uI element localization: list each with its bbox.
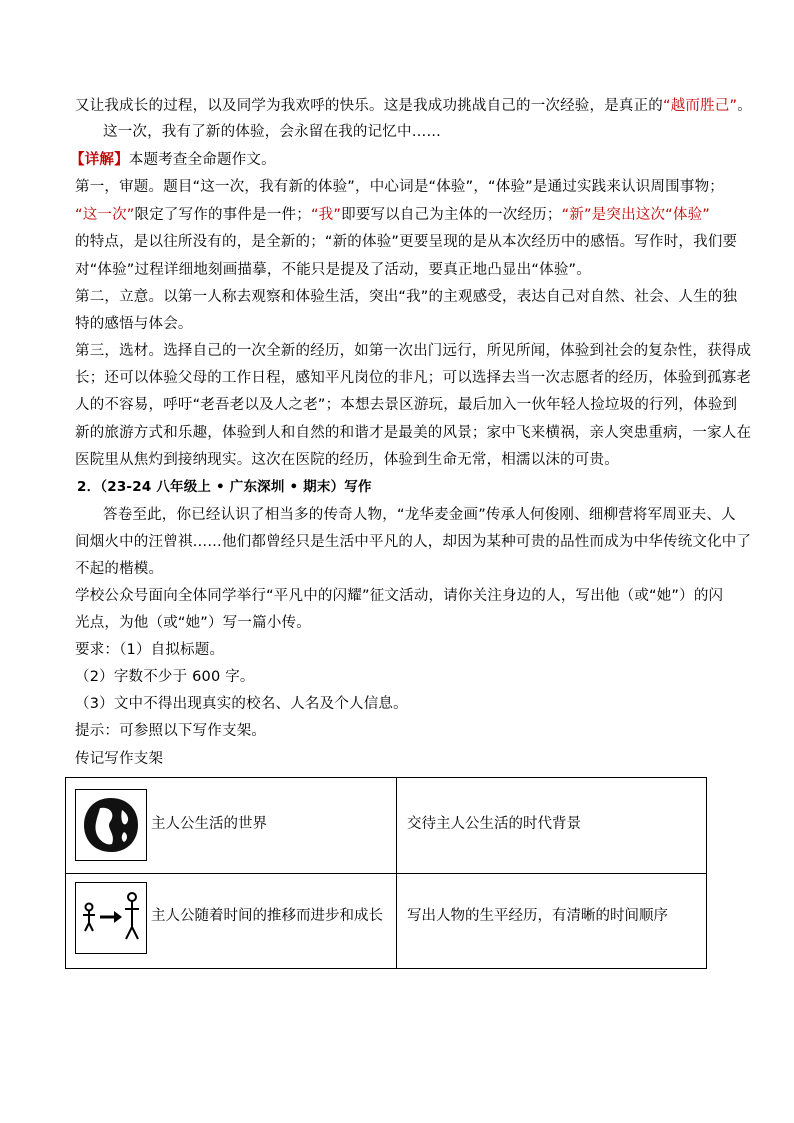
text-line: 第二，立意。以第一人称去观察和体验生活，突出“我”的主观感受，表达自己对自然、社会、人生的独 — [75, 289, 738, 305]
table-cell-text: 写出人物的生平经历，有清晰的时间顺序 — [407, 908, 668, 924]
text-line: 又让我成长的过程，以及同学为我欢呼的快乐。这是我成功挑战自己的一次经验，是真正的“越而胜己”。 — [75, 98, 752, 114]
text-line: 答卷至此，你已经认识了相当多的传奇人物，“龙华麦金画”传承人何俊刚、细柳营将军周亚夫、人 — [103, 507, 736, 523]
text-line: 人的不容易，呼吁“老吾老以及人之老”；本想去景区游玩，最后加入一伙年轻人捡垃圾的行列，体验到 — [75, 397, 738, 413]
text-line: 长；还可以体验父母的工作日程，感知平凡岗位的非凡；可以选择去当一次志愿者的经历，体验到孤寡老 — [75, 370, 752, 386]
text-line: （2）字数不少于 600 字。 — [75, 669, 255, 685]
detail-bracket: 【详解】 — [70, 152, 129, 168]
text-line: 医院里从焦灼到接纳现实。这次在医院的经历，体验到生命无常，相濡以沫的可贵。 — [75, 452, 619, 468]
text-line: 这一次，我有了新的体验，会永留在我的记忆中…… — [103, 124, 442, 140]
table-cell-text: 交待主人公生活的时代背景 — [407, 816, 581, 832]
text-line: 提示：可参照以下写作支架。 — [75, 723, 267, 739]
writing-framework-table — [65, 777, 707, 969]
text-line: 不起的楷模。 — [75, 561, 164, 577]
question-heading: 2．（23-24 八年级上 • 广东深圳 • 期末）写作 — [77, 479, 372, 495]
table-row — [66, 778, 706, 874]
text-line: 学校公众号面向全体同学举行“平凡中的闪耀”征文活动，请你关注身边的人，写出他（或“她”）的闪 — [75, 588, 724, 604]
table-row — [66, 874, 706, 969]
table-cell-text: 主人公生活的世界 — [151, 816, 267, 832]
text-line: 特的感悟与体会。 — [75, 316, 193, 332]
text-line: 第一，审题。题目“这一次，我有新的体验”，中心词是“体验”，“体验”是通过实践来认识周围事物； — [75, 179, 724, 195]
text-line: （3）文中不得出现真实的校名、人名及个人信息。 — [75, 696, 408, 712]
text-line: 的特点，是以往所没有的，是全新的；“新的体验”更要呈现的是从本次经历中的感悟。写作时，我们要 — [75, 234, 738, 250]
table-cell — [66, 778, 397, 873]
growth-arrow-icon — [75, 882, 147, 954]
text-line: 【详解】本题考查全命题作文。 — [70, 152, 276, 168]
table-cell — [397, 874, 706, 969]
text-line: 第三，选材。选择自己的一次全新的经历，如第一次出门远行，所见所闻，体验到社会的复杂性，获得成 — [75, 343, 752, 359]
table-cell — [397, 778, 706, 873]
globe-icon — [75, 789, 147, 861]
text-line: 光点，为他（或“她”）写一篇小传。 — [75, 615, 311, 631]
table-caption: 传记写作支架 — [75, 751, 164, 767]
text-line: 间烟火中的汪曾祺……他们都曾经只是生活中平凡的人，却因为某种可贵的品性而成为中华传统文化中了 — [75, 534, 752, 550]
text-line: “这一次”限定了写作的事件是一件；“我”即要写以自己为主体的一次经历；“新”是突出这次“体验” — [75, 207, 711, 223]
table-cell-text: 主人公随着时间的推移而进步和成长 — [151, 908, 383, 924]
text-line: 要求：（1）自拟标题。 — [75, 642, 225, 658]
text-line: 对“体验”过程详细地刻画描摹，不能只是提及了活动，要真正地凸显出“体验”。 — [75, 262, 591, 278]
table-cell — [66, 874, 397, 969]
text-line: 新的旅游方式和乐趣，体验到人和自然的和谐才是最美的风景；家中飞来横祸，亲人突患重病，一家人在 — [75, 425, 752, 441]
